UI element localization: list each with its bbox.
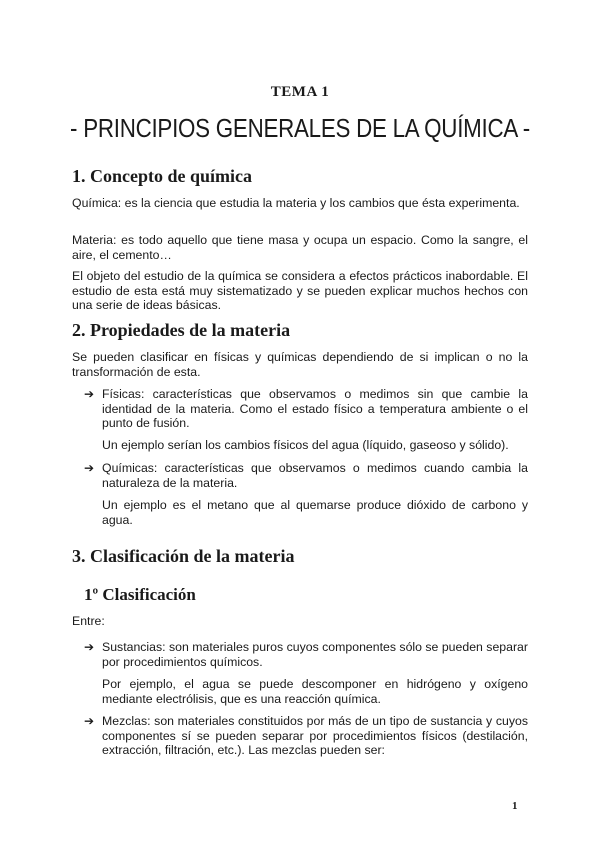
- subsection-1-heading: 1º Clasificación: [84, 585, 196, 604]
- page-number: 1: [512, 800, 518, 812]
- paragraph-propiedades-intro: Se pueden clasificar en físicas y químicas dependiendo de si implican o no la transformación de esta.: [72, 350, 528, 379]
- arrow-icon: ➔: [84, 640, 95, 654]
- example-quimicas: Un ejemplo es el metano que al quemarse produce dióxido de carbono y agua.: [102, 498, 528, 527]
- section-1-heading: 1. Concepto de química: [72, 166, 252, 186]
- list-item-sustancias: [84, 640, 528, 669]
- arrow-icon: ➔: [84, 461, 95, 475]
- list-item-text: Sustancias: son materiales puros cuyos componentes sólo se pueden separar por procedimientos químicos.: [102, 640, 528, 669]
- paragraph-entre: Entre:: [72, 614, 105, 628]
- list-item-text: Mezclas: son materiales constituidos por más de un tipo de sustancia y cuyos componentes sí se pueden separar por procedimientos físicos (destilación, extracción, filtración, etc.). Las mezclas pueden ser:: [102, 714, 528, 757]
- list-item-text: Físicas: características que observamos o medimos sin que cambie la identidad de la materia. Como el estado físico a temperatura ambiente o el punto de fusión.: [102, 387, 528, 430]
- tema-label: TEMA 1: [270, 84, 330, 100]
- paragraph-objeto-estudio: El objeto del estudio de la química se considera a efectos prácticos inabordable. El estudio de esta está muy sistematizado y se pueden explicar muchos hechos con una serie de ideas básicas.: [72, 269, 528, 312]
- section-2-heading: 2. Propiedades de la materia: [72, 320, 291, 340]
- example-fisicas: Un ejemplo serían los cambios físicos del agua (líquido, gaseoso y sólido).: [102, 438, 509, 452]
- page-title: - PRINCIPIOS GENERALES DE LA QUÍMICA -: [70, 113, 530, 143]
- paragraph-materia-definition: Materia: es todo aquello que tiene masa y ocupa un espacio. Como la sangre, el aire, el cemento…: [72, 233, 528, 262]
- paragraph-quimica-definition: Química: es la ciencia que estudia la materia y los cambios que ésta experimenta.: [72, 196, 520, 210]
- list-item-quimicas: [84, 461, 528, 490]
- list-item-mezclas: [84, 714, 528, 758]
- arrow-icon: ➔: [84, 714, 95, 728]
- example-sustancias: Por ejemplo, el agua se puede descomponer en hidrógeno y oxígeno mediante electrólisis, que es una reacción química.: [102, 677, 528, 706]
- arrow-icon: ➔: [84, 387, 95, 401]
- list-item-fisicas: [84, 387, 528, 431]
- list-item-text: Químicas: características que observamos o medimos cuando cambia la naturaleza de la materia.: [102, 461, 528, 490]
- section-3-heading: 3. Clasificación de la materia: [72, 546, 295, 566]
